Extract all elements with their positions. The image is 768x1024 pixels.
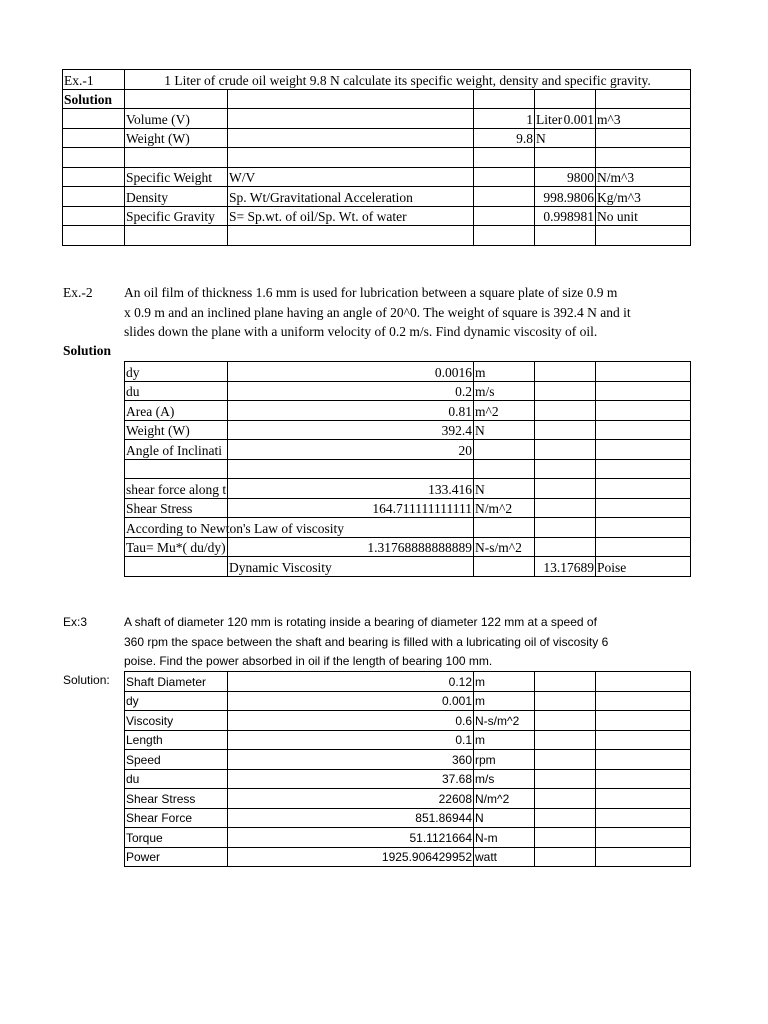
unit-cell: N [474, 808, 535, 828]
formula-cell: Sp. Wt/Gravitational Acceleration [228, 187, 474, 207]
value-cell: 133.416 [228, 479, 474, 499]
unit2-cell: Kg/m^3 [596, 187, 691, 207]
table-row [125, 808, 691, 828]
ex2-problem [124, 283, 631, 342]
quantity-name: Weight (W) [125, 128, 228, 148]
table-row [125, 537, 691, 557]
value-cell: 0.1 [228, 730, 474, 750]
blank-cell [596, 711, 691, 731]
value2-cell [535, 148, 596, 168]
quantity-name: Weight (W) [125, 420, 228, 440]
blank-cell [596, 828, 691, 848]
blank-cell [535, 518, 596, 538]
blank-cell [596, 498, 691, 518]
value-cell: 20 [228, 440, 474, 460]
blank-cell [535, 420, 596, 440]
table-row [125, 769, 691, 789]
table-row [63, 148, 691, 168]
table-row [63, 226, 691, 246]
table-row [125, 750, 691, 770]
quantity-name: Power [125, 847, 228, 867]
table-row [63, 187, 691, 207]
value2-cell: 9800 [535, 167, 596, 187]
blank-cell [596, 691, 691, 711]
value2-cell: 0.001 [563, 111, 594, 127]
blank-cell [596, 808, 691, 828]
table-row [125, 847, 691, 867]
formula-cell [228, 128, 474, 148]
quantity-name: Volume (V) [125, 109, 228, 129]
quantity-name: shear force along t [125, 479, 228, 499]
value-cell: 1925.906429952 [228, 847, 474, 867]
blank-cell [596, 381, 691, 401]
formula-cell: W/V [228, 167, 474, 187]
unit-cell: m [474, 691, 535, 711]
table-row [125, 479, 691, 499]
unit-cell: rpm [474, 750, 535, 770]
quantity-name: Torque [125, 828, 228, 848]
blank-cell [535, 362, 596, 382]
ex3-label: Ex:3 [63, 615, 88, 629]
ex3-rows [125, 672, 691, 867]
table-row [125, 381, 691, 401]
quantity-name: Shear Stress [125, 498, 228, 518]
table-row [63, 128, 691, 148]
unit-cell: N [474, 479, 535, 499]
value-cell: 9.8 [474, 128, 535, 148]
quantity-name: dy [125, 362, 228, 382]
value-cell: 392.4 [228, 420, 474, 440]
quantity-name: Viscosity [125, 711, 228, 731]
ex2-final-label: Dynamic Viscosity [228, 557, 474, 577]
value-cell: 164.711111111111 [228, 498, 474, 518]
table-row [125, 518, 691, 538]
table-row [125, 828, 691, 848]
table-row [125, 789, 691, 809]
unit2-cell [596, 226, 691, 246]
value-cell [474, 167, 535, 187]
table-row [125, 498, 691, 518]
quantity-name: du [125, 381, 228, 401]
table-row [63, 167, 691, 187]
blank-cell [535, 808, 596, 828]
ex3-problem-line: A shaft of diameter 120 mm is rotating inside a bearing of diameter 122 mm at a speed of [124, 615, 597, 629]
blank-cell [535, 769, 596, 789]
ex3-table [124, 671, 691, 867]
ex3-problem-line: 360 rpm the space between the shaft and bearing is filled with a lubricating oil of viscosity 6 [124, 634, 609, 649]
table-row [125, 440, 691, 460]
quantity-name [125, 459, 228, 479]
ex2-solution-label: Solution [63, 343, 112, 358]
formula-cell: S= Sp.wt. of oil/Sp. Wt. of water [228, 206, 474, 226]
unit-cell: watt [474, 847, 535, 867]
table-row [125, 672, 691, 692]
value-cell: 0.6 [228, 711, 474, 731]
unit-cell [535, 128, 596, 148]
table-row [125, 362, 691, 382]
value-cell: 0.12 [228, 672, 474, 692]
unit-cell: N-s/m^2 [474, 537, 535, 557]
value-cell [474, 206, 535, 226]
value2-cell: 0.998981 [535, 206, 596, 226]
unit-cell: m [474, 672, 535, 692]
quantity-name: Specific Gravity [125, 206, 228, 226]
table-row [63, 109, 691, 129]
unit-cell: m/s [474, 381, 535, 401]
quantity-name: Length [125, 730, 228, 750]
blank-cell [596, 420, 691, 440]
ex1-table [62, 69, 691, 246]
unit2-cell: m^3 [596, 109, 691, 129]
unit-cell: N-s/m^2 [474, 711, 535, 731]
value-cell: 0.81 [228, 401, 474, 421]
ex2-label: Ex.-2 [63, 285, 93, 300]
unit2-cell: No unit [596, 206, 691, 226]
unit-cell: N [536, 131, 546, 146]
blank-cell [535, 828, 596, 848]
quantity-name: Shear Stress [125, 789, 228, 809]
quantity-name [125, 226, 228, 246]
blank-cell [535, 789, 596, 809]
quantity-name: According to Newton's Law of viscosity [125, 518, 228, 538]
blank-cell [63, 167, 125, 187]
ex1-problem: 1 Liter of crude oil weight 9.8 N calculate its specific weight, density and specific gravity. [125, 70, 691, 90]
ex3-problem [124, 613, 608, 672]
blank-cell [596, 401, 691, 421]
blank-cell [63, 148, 125, 168]
table-row [63, 206, 691, 226]
quantity-name: Shaft Diameter [125, 672, 228, 692]
unit-cell [474, 459, 535, 479]
value2-cell [535, 226, 596, 246]
ex1-header-row [63, 70, 691, 90]
unit-cell: m [474, 362, 535, 382]
value-cell: 0.2 [228, 381, 474, 401]
ex2-problem-line: x 0.9 m and an inclined plane having an angle of 20^0. The weight of square is 392.4 N and it [124, 304, 631, 320]
value-cell: 0.001 [228, 691, 474, 711]
unit-cell [535, 109, 596, 129]
value-cell: 0.0016 [228, 362, 474, 382]
unit-cell [474, 440, 535, 460]
quantity-name [125, 148, 228, 168]
blank-cell [63, 226, 125, 246]
ex2-problem-line: slides down the plane with a uniform velocity of 0.2 m/s. Find dynamic viscosity of oil. [124, 324, 598, 339]
blank-cell [596, 847, 691, 867]
formula-cell [228, 226, 474, 246]
ex1-solution-label: Solution [63, 89, 125, 109]
value-cell [474, 226, 535, 246]
blank-cell [535, 479, 596, 499]
blank-cell [535, 847, 596, 867]
table-row [125, 730, 691, 750]
blank-cell [535, 401, 596, 421]
ex3-solution-label: Solution: [63, 673, 110, 687]
ex2-final-row [125, 557, 691, 577]
unit-cell: m/s [474, 769, 535, 789]
blank-cell [535, 459, 596, 479]
blank-cell [535, 498, 596, 518]
table-row [125, 711, 691, 731]
unit2-cell: N/m^3 [596, 167, 691, 187]
unit-cell: m [474, 730, 535, 750]
blank-cell [596, 672, 691, 692]
value-cell: 851.86944 [228, 808, 474, 828]
ex2-table [124, 361, 691, 577]
blank-cell [596, 362, 691, 382]
blank-cell [535, 750, 596, 770]
formula-cell [228, 148, 474, 168]
blank-cell [63, 128, 125, 148]
ex2-final-value: 13.17689 [535, 557, 596, 577]
blank-cell [535, 672, 596, 692]
ex2-rows [125, 362, 691, 557]
quantity-name: Density [125, 187, 228, 207]
ex1-label: Ex.-1 [63, 70, 125, 90]
value-cell [474, 187, 535, 207]
unit2-cell [596, 128, 691, 148]
unit-cell: N/m^2 [474, 498, 535, 518]
blank-cell [596, 537, 691, 557]
blank-cell [596, 459, 691, 479]
table-row [125, 420, 691, 440]
ex3-problem-line: poise. Find the power absorbed in oil if the length of bearing 100 mm. [124, 654, 493, 668]
quantity-name: Specific Weight [125, 167, 228, 187]
blank-cell [63, 187, 125, 207]
ex2-problem-line: An oil film of thickness 1.6 mm is used for lubrication between a square plate of size 0.9 m [124, 285, 618, 300]
blank-cell [535, 691, 596, 711]
value-cell [228, 459, 474, 479]
unit-cell [474, 518, 535, 538]
blank-cell [596, 769, 691, 789]
value-cell: 360 [228, 750, 474, 770]
value2-cell: 998.9806 [535, 187, 596, 207]
quantity-name: du [125, 769, 228, 789]
value-cell: 1.31768888888889 [228, 537, 474, 557]
ex1-rows [63, 109, 691, 246]
unit-cell: m^2 [474, 401, 535, 421]
value-cell: 51.1121664 [228, 828, 474, 848]
table-row [125, 459, 691, 479]
table-row [125, 691, 691, 711]
blank-cell [535, 537, 596, 557]
unit-cell: N/m^2 [474, 789, 535, 809]
value-cell: 1 [474, 109, 535, 129]
value-cell: 22608 [228, 789, 474, 809]
blank-cell [535, 711, 596, 731]
quantity-name: Angle of Inclinati [125, 440, 228, 460]
blank-cell [596, 789, 691, 809]
ex2-final-unit: Poise [596, 557, 691, 577]
unit-cell: Liter [536, 111, 563, 127]
quantity-name: dy [125, 691, 228, 711]
blank-cell [535, 440, 596, 460]
quantity-name: Tau= Mu*( du/dy) [125, 537, 228, 557]
value-cell [474, 148, 535, 168]
blank-cell [596, 518, 691, 538]
blank-cell [535, 730, 596, 750]
ex1-solution-row [63, 89, 691, 109]
unit2-cell [596, 148, 691, 168]
quantity-name: Shear Force [125, 808, 228, 828]
blank-cell [596, 750, 691, 770]
value-cell: 37.68 [228, 769, 474, 789]
blank-cell [63, 206, 125, 226]
unit-cell: N [474, 420, 535, 440]
quantity-name: Area (A) [125, 401, 228, 421]
blank-cell [596, 730, 691, 750]
blank-cell [63, 109, 125, 129]
blank-cell [535, 381, 596, 401]
formula-cell [228, 109, 474, 129]
table-row [125, 401, 691, 421]
blank-cell [596, 479, 691, 499]
unit-cell: N-m [474, 828, 535, 848]
quantity-name: Speed [125, 750, 228, 770]
blank-cell [596, 440, 691, 460]
